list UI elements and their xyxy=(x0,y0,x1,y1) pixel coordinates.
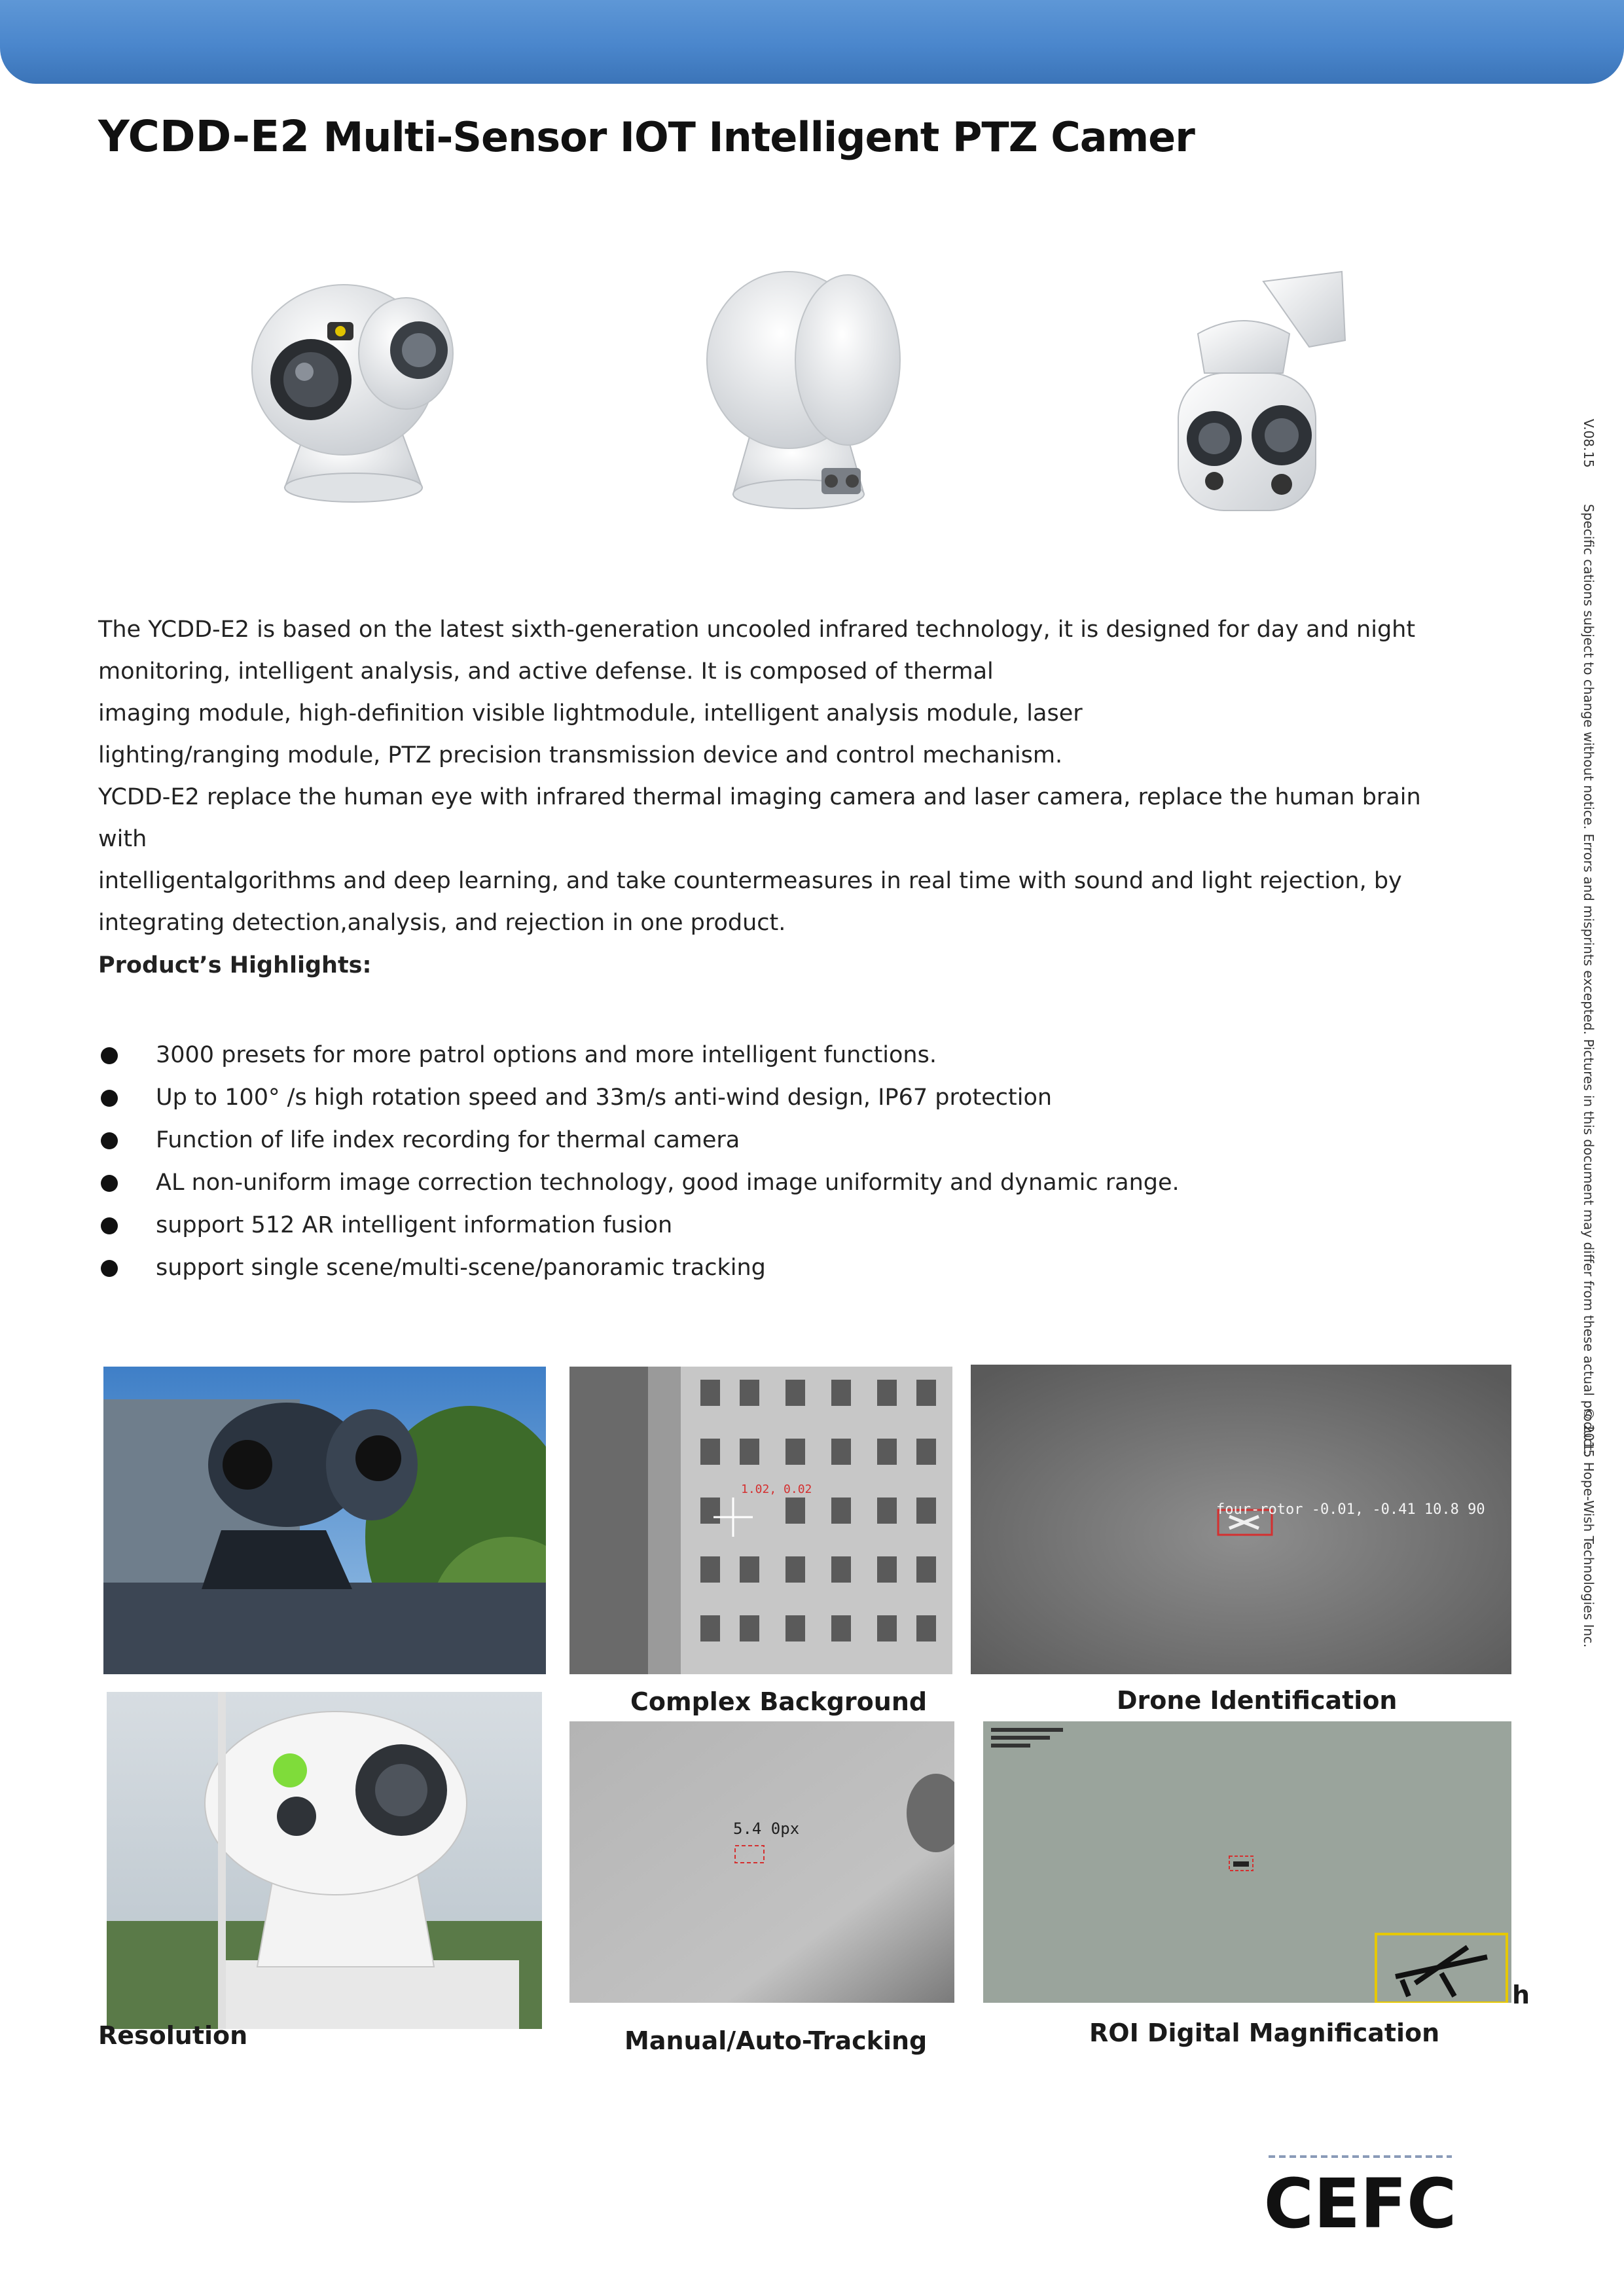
photo-drone-identification xyxy=(971,1365,1511,1674)
photo-camera-outdoor xyxy=(107,1692,542,2029)
highlights-heading: Product’s Highlights: xyxy=(98,952,372,978)
bullet-icon xyxy=(101,1217,118,1234)
bullet-icon xyxy=(101,1175,118,1192)
photo-manual-auto-tracking xyxy=(569,1721,954,2003)
version-label: V.08.15 xyxy=(1581,419,1597,468)
product-image-dome-multi-sensor xyxy=(1132,262,1355,524)
product-image-dual-sensor-back xyxy=(681,262,916,524)
caption-complex-background: Complex Background xyxy=(630,1687,928,1716)
disclaimer-text: Specific cations subject to change without notice. Errors and misprints excepted. Pictures in this document may differ from these actual product. xyxy=(1581,504,1597,1455)
drone-readout: four-rotor -0.01, -0.41 10.8 90 xyxy=(1216,1501,1485,1518)
highlight-text: Up to 100° /s high rotation speed and 33m/s anti-wind design, IP67 protection xyxy=(156,1085,1053,1111)
title-model: YCDD-E2 xyxy=(98,111,310,162)
intro-line: lighting/ranging module, PTZ precision transmission device and control mechanism. xyxy=(98,742,1063,768)
highlight-item xyxy=(98,1162,1407,1204)
intro-line: YCDD-E2 replace the human eye with infrared thermal imaging camera and laser camera, replace the human brain with xyxy=(98,784,1421,852)
photo-roi-digital-magnification xyxy=(983,1721,1511,2003)
intro-line: monitoring, intelligent analysis, and active defense. It is composed of thermal xyxy=(98,658,994,685)
highlight-item xyxy=(98,1247,1407,1289)
highlight-text: AL non-uniform image correction technology, good image uniformity and dynamic range. xyxy=(156,1170,1180,1196)
building-readout: 1.02, 0.02 xyxy=(741,1482,812,1496)
side-disclaimer xyxy=(1576,419,1602,1662)
highlight-item xyxy=(98,1034,1407,1077)
caption-cut-off-letter: h xyxy=(1512,1981,1530,2009)
caption-resolution: Resolution xyxy=(98,2021,248,2050)
title-rest: Multi-Sensor IOT Intelligent PTZ Camer xyxy=(310,113,1195,161)
photo-camera-on-rooftop xyxy=(103,1367,546,1674)
caption-manual-auto-tracking: Manual/Auto-Tracking xyxy=(624,2026,928,2055)
bullet-icon xyxy=(101,1090,118,1107)
bullet-icon xyxy=(101,1132,118,1149)
intro-line: The YCDD-E2 is based on the latest sixth-generation uncooled infrared technology, it is designed for day and night xyxy=(98,617,1416,643)
intro-line: imaging module, high-definition visible lightmodule, intelligent analysis module, laser xyxy=(98,700,1083,726)
highlight-text: support 512 AR intelligent information fusion xyxy=(156,1212,673,1238)
caption-roi-digital-magnification: ROI Digital Magnification xyxy=(1089,2018,1440,2047)
highlights-list xyxy=(98,1034,1407,1289)
highlight-item xyxy=(98,1077,1407,1119)
intro-line: integrating detection,analysis, and rejection in one product. xyxy=(98,910,786,936)
intro-line: intelligentalgorithms and deep learning, and take countermeasures in real time with sound and light rejection, by xyxy=(98,868,1402,894)
bullet-icon xyxy=(101,1260,118,1277)
copyright-text: © 2015 Hope-Wish Technologies Inc. xyxy=(1581,1407,1597,1648)
product-image-dual-sensor-front xyxy=(236,262,471,511)
highlight-item xyxy=(98,1119,1407,1162)
page-title xyxy=(98,111,1195,162)
highlight-text: Function of life index recording for thermal camera xyxy=(156,1127,740,1153)
header-bar xyxy=(0,0,1624,84)
intro-paragraph xyxy=(98,609,1447,944)
highlight-item xyxy=(98,1204,1407,1247)
highlight-text: support single scene/multi-scene/panoramic tracking xyxy=(156,1255,766,1281)
caption-drone-identification: Drone Identification xyxy=(1117,1686,1398,1715)
tracking-readout: 5.4 0px xyxy=(733,1820,800,1838)
certification-logos xyxy=(1262,2150,1458,2238)
bullet-icon xyxy=(101,1047,118,1064)
ce-fcc-logo: CEFC xyxy=(1263,2164,1457,2238)
photo-thermal-building xyxy=(569,1367,952,1674)
highlight-text: 3000 presets for more patrol options and more intelligent functions. xyxy=(156,1042,937,1068)
